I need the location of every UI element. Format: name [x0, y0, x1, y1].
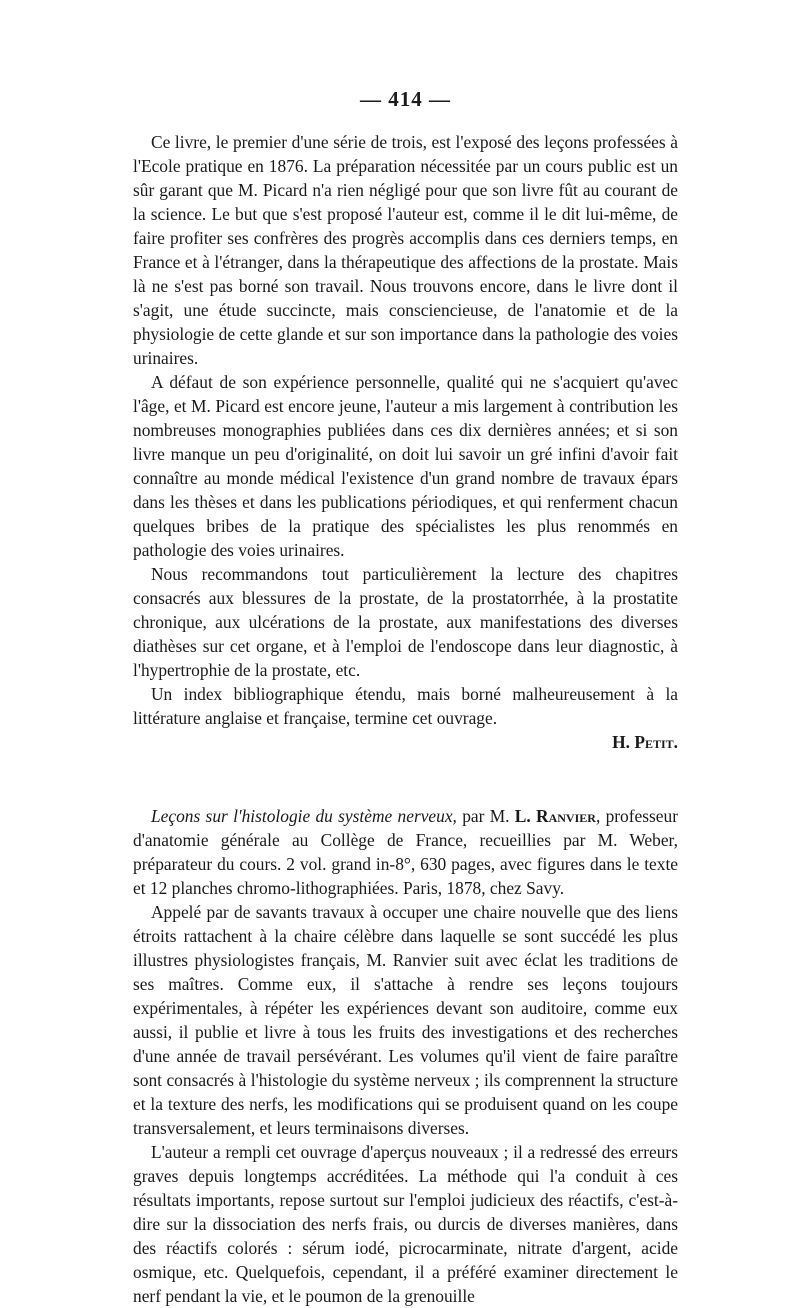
paragraph: Appelé par de savants travaux à occuper une chaire nouvelle que des liens étroits rattachent à la chaire célèbre dans laquelle se sont succédé les plus illustres physiologistes français, M. Ranvier suit avec éclat les traditions de ses maîtres. Comme eux, il s'attache à rendre ses leçons toujours expérimentales, à répéter les expériences devant son auditoire, comme eux aussi, il publie et livre à tous les fruits des investigations et des recherches d'une année de travail persévérant. Les volumes qu'il vient de faire paraître sont consacrés à l'histologie du système nerveux ; ils comprennent la structure et la texture des nerfs, les modifications qui se produisent quand on les coupe transversalement, et leurs terminaisons diverses.: [133, 902, 678, 1138]
heading-details: , professeur d'anatomie générale au Collège de France, recueillies par M. Weber, préparateur du cours. 2 vol. grand in-8°, 630 pages, avec figures dans le texte et 12 planches chromo-lithographiées. Paris, 1878, chez Savy.: [133, 806, 678, 898]
signature: H. Petit.: [612, 732, 678, 752]
section-divider: [133, 754, 678, 804]
paragraph: A défaut de son expérience personnelle, qualité qui ne s'acquiert qu'avec l'âge, et M. Picard est encore jeune, l'auteur a mis largement à contribution les nombreuses monographies publiées dans ces dix dernières années; et si son livre manque un peu d'originalité, on doit lui savoir un gré infini d'avoir fait connaître au monde médical l'existence d'un grand nombre de travaux épars dans les thèses et dans les publications périodiques, et qui renferment chacun quelques bribes de la pratique des spécialistes les plus renommés en pathologie des voies urinaires.: [133, 372, 678, 560]
review-picard: [133, 130, 678, 754]
paragraph: Un index bibliographique étendu, mais borné malheureusement à la littérature anglaise et française, termine cet ouvrage.: [133, 684, 678, 728]
paragraph: Nous recommandons tout particulièrement la lecture des chapitres consacrés aux blessures de la prostate, de la prostatorrhée, à la prostatite chronique, aux ulcérations de la prostate, aux manifestations des diverses diathèses sur cet organe, et à l'emploi de l'endoscope dans leur diagnostic, à l'hypertrophie de la prostate, etc.: [133, 564, 678, 680]
page-number: — 414 —: [360, 87, 451, 111]
book-author: L. Ranvier: [514, 806, 596, 826]
review-heading: [133, 804, 678, 900]
review-ranvier: [133, 804, 678, 1308]
paragraph: Ce livre, le premier d'une série de trois, est l'exposé des leçons professées à l'Ecole pratique en 1876. La préparation nécessitée par un cours public est un sûr garant que M. Picard n'a rien négligé pour que son livre fût au courant de la science. Le but que s'est proposé l'auteur est, comme il le dit lui-même, de faire profiter ses confrères des progrès accomplis dans ces derniers temps, en France et à l'étranger, dans la thérapeutique des affections de la prostate. Mais là ne s'est pas borné son travail. Nous trouvons encore, dans le livre dont il s'agit, une étude succincte, mais consciencieuse, de l'anatomie et de la physiologie de cette glande et sur son importance dans la pathologie des voies urinaires.: [133, 132, 678, 368]
page: [133, 88, 678, 1308]
heading-by: par M.: [456, 806, 515, 826]
book-title: Leçons sur l'histologie du système nerveux,: [151, 806, 457, 826]
paragraph: L'auteur a rempli cet ouvrage d'aperçus nouveaux ; il a redressé des erreurs graves depuis longtemps accréditées. La méthode qui l'a conduit à ces résultats importants, repose surtout sur l'emploi judicieux des réactifs, c'est-à-dire sur la dissociation des nerfs frais, ou durcis de diverses manières, dans des réactifs colorés : sérum iodé, picrocarminate, nitrate d'argent, acide osmique, etc. Quelquefois, cependant, il a préféré examiner directement le nerf pendant la vie, et le poumon de la grenouille: [133, 1142, 678, 1306]
